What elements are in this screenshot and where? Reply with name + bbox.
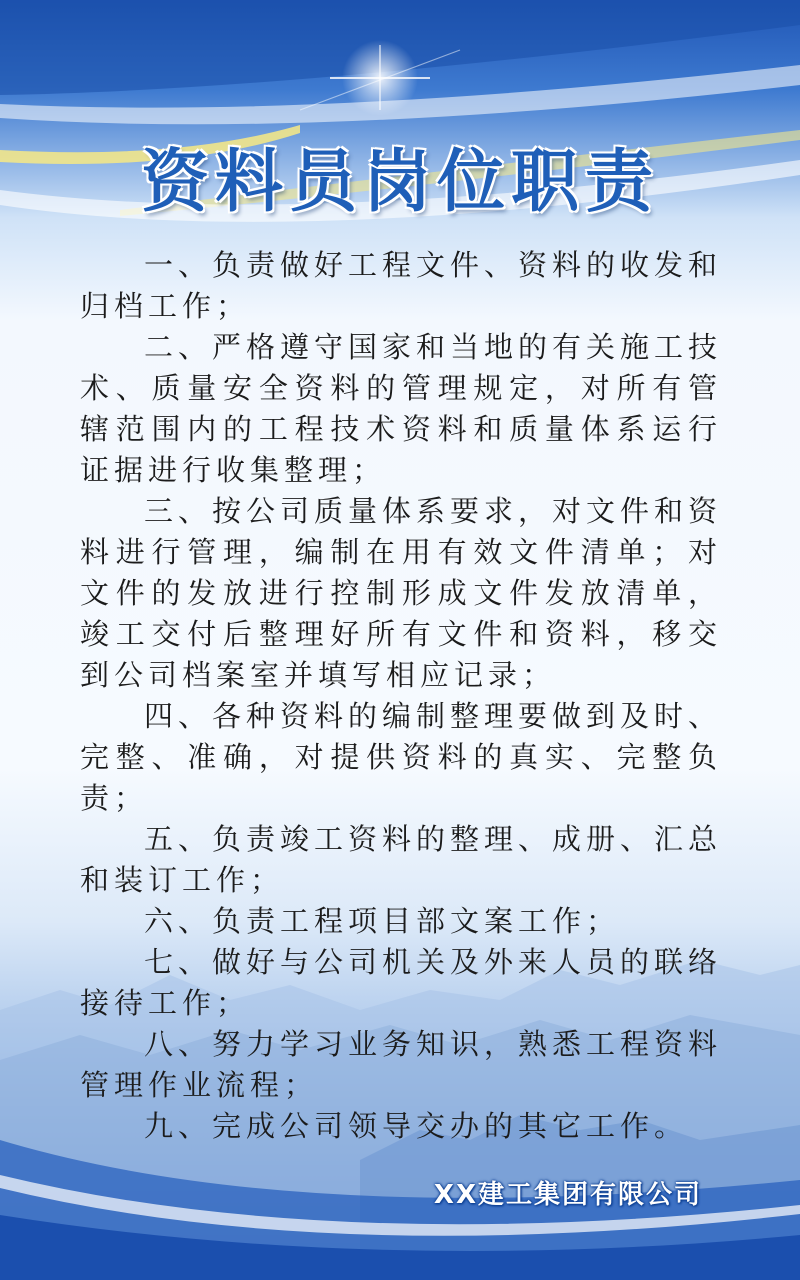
duty-item: 六、负责工程项目部文案工作； xyxy=(144,904,621,938)
duty-item: 三、按公司质量体系要求，对文件和资料进行管理，编制在用有效文件清单；对文件的发放进行控制形成文件发放清单，竣工交付后整理好所有文件和资料，移交到公司档案室并填写相应记录； xyxy=(80,494,723,692)
duty-item: 二、严格遵守国家和当地的有关施工技术、质量安全资料的管理规定，对所有管辖范围内的工程技术资料和质量体系运行证据进行收集整理； xyxy=(80,330,723,487)
duty-item: 五、负责竣工资料的整理、成册、汇总和装订工作； xyxy=(80,822,723,897)
page-title: 资料员岗位职责 xyxy=(140,143,659,222)
duty-item: 一、负责做好工程文件、资料的收发和归档工作； xyxy=(80,248,723,323)
duty-list xyxy=(80,245,722,1147)
duty-item: 四、各种资料的编制整理要做到及时、完整、准确，对提供资料的真实、完整负责； xyxy=(80,699,723,815)
duty-item: 七、做好与公司机关及外来人员的联络接待工作； xyxy=(80,945,723,1020)
duty-item: 九、完成公司领导交办的其它工作。 xyxy=(144,1109,689,1143)
company-name: XX建工集团有限公司 xyxy=(433,1180,702,1210)
duty-item: 八、努力学习业务知识，熟悉工程资料管理作业流程； xyxy=(80,1027,723,1102)
